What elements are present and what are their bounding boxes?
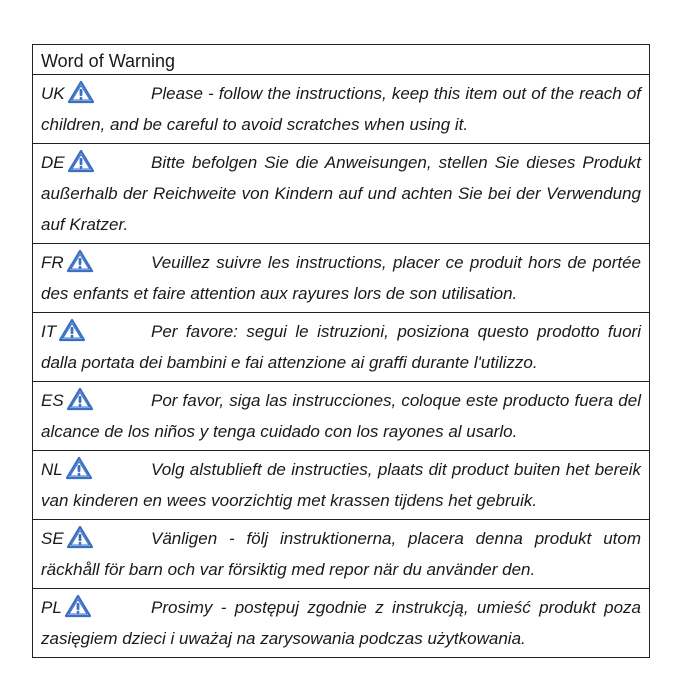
warning-table: [32, 44, 650, 658]
warning-text: Bitte befolgen Sie die Anweisungen, stellen Sie dieses Produkt außerhalb der Reichweite von Kindern auf und achten Sie bei der Verwendung auf Kratzer.: [41, 153, 641, 234]
warning-row-it: [33, 313, 649, 382]
warning-title: Word of Warning: [41, 51, 176, 71]
warning-text: Por favor, siga las instrucciones, coloque este producto fuera del alcance de los niños y tenga cuidado con los rayones al usarlo.: [41, 391, 641, 441]
language-code: FR: [41, 253, 64, 272]
warning-row-se: [33, 520, 649, 589]
warning-triangle-icon: [64, 594, 92, 618]
warning-row-es: [33, 382, 649, 451]
warning-triangle-icon: [66, 249, 94, 273]
warning-text: Vänligen - följ instruktionerna, placera denna produkt utom räckhåll för barn och var försiktig med repor när du använder den.: [41, 529, 641, 579]
language-code: IT: [41, 322, 57, 341]
language-code: NL: [41, 460, 63, 479]
warning-triangle-icon: [67, 80, 95, 104]
warning-row-pl: [33, 589, 649, 657]
warning-triangle-icon: [67, 149, 95, 173]
warning-row-de: [33, 144, 649, 244]
warning-text: Prosimy - postępuj zgodnie z instrukcją, umieść produkt poza zasięgiem dzieci i uważaj na zarysowania podczas użytkowania.: [41, 598, 641, 648]
warning-triangle-icon: [66, 525, 94, 549]
language-code: UK: [41, 84, 65, 103]
warning-triangle-icon: [66, 387, 94, 411]
language-code: PL: [41, 598, 62, 617]
warning-text: Per favore: segui le istruzioni, posiziona questo prodotto fuori dalla portata dei bambini e fai attenzione ai graffi durante l'utilizzo.: [41, 322, 641, 372]
warning-text: Please - follow the instructions, keep this item out of the reach of children, and be careful to avoid scratches when using it.: [41, 84, 641, 134]
warning-row-nl: [33, 451, 649, 520]
warning-text: Veuillez suivre les instructions, placer ce produit hors de portée des enfants et faire attention aux rayures lors de son utilisation.: [41, 253, 641, 303]
language-code: DE: [41, 153, 65, 172]
warning-triangle-icon: [65, 456, 93, 480]
warning-triangle-icon: [58, 318, 86, 342]
warning-row-fr: [33, 244, 649, 313]
warning-text: Volg alstublieft de instructies, plaats dit product buiten het bereik van kinderen en wees voorzichtig met krassen tijdens het gebruik.: [41, 460, 641, 510]
warning-header: [33, 45, 649, 75]
language-code: SE: [41, 529, 64, 548]
language-code: ES: [41, 391, 64, 410]
warning-row-uk: [33, 75, 649, 144]
